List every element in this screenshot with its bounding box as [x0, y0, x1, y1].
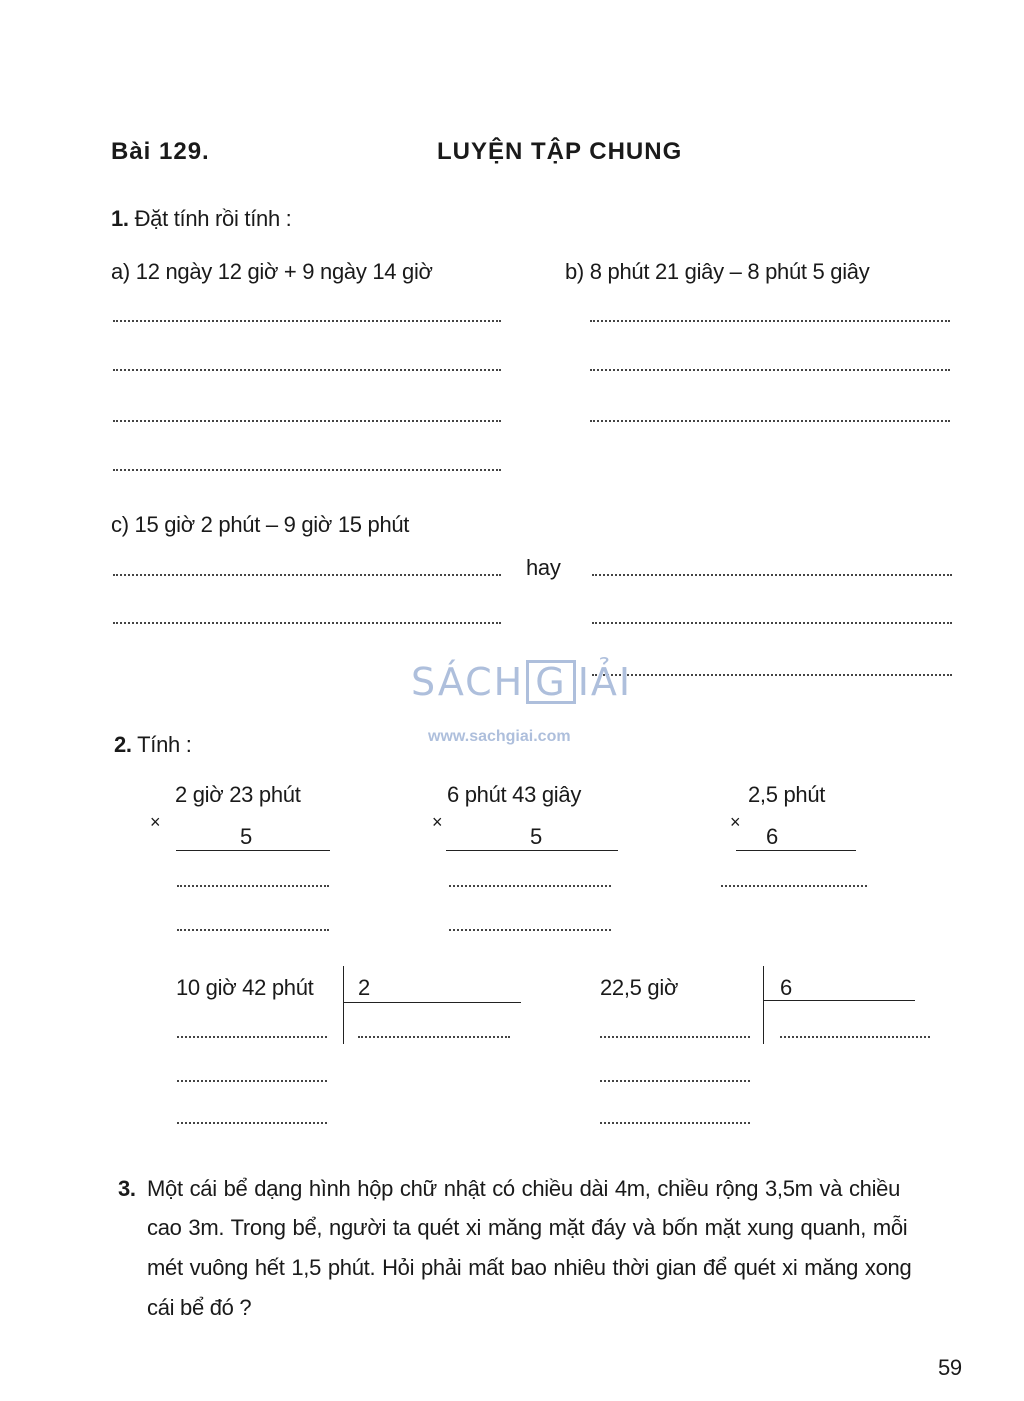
answer-line[interactable]	[113, 469, 501, 471]
exercise1-a: a) 12 ngày 12 giờ + 9 ngày 14 giờ	[111, 259, 433, 284]
answer-line[interactable]	[600, 1080, 750, 1082]
answer-line[interactable]	[592, 622, 952, 624]
mult1-rule	[176, 850, 330, 851]
mult3-rule	[736, 850, 856, 851]
answer-line[interactable]	[177, 1036, 327, 1038]
div1-divisor: 2	[358, 975, 370, 1000]
div2-bar	[763, 966, 764, 1044]
mult1-top: 2 giờ 23 phút	[175, 782, 301, 807]
mult1-times-icon: ×	[150, 812, 161, 832]
answer-line[interactable]	[177, 929, 329, 931]
answer-line[interactable]	[449, 885, 611, 887]
mult2-times-icon: ×	[432, 812, 443, 832]
answer-line[interactable]	[113, 420, 501, 422]
exercise1-instruction: Đặt tính rồi tính :	[134, 206, 292, 231]
div2-rule	[763, 1000, 915, 1001]
exercise3-line: mét vuông hết 1,5 phút. Hỏi phải mất bao nhiêu thời gian để quét xi măng xong	[147, 1255, 912, 1280]
mult3-factor: 6	[766, 824, 778, 849]
exercise1-c: c) 15 giờ 2 phút – 9 giờ 15 phút	[111, 512, 410, 537]
div1-bar	[343, 966, 344, 1044]
or-label: hay	[526, 555, 561, 580]
answer-line[interactable]	[780, 1036, 930, 1038]
div1-rule	[343, 1002, 521, 1003]
exercise3-line: cao 3m. Trong bể, người ta quét xi măng mặt đáy và bốn mặt xung quanh, mỗi	[147, 1215, 908, 1240]
answer-line[interactable]	[590, 420, 950, 422]
answer-line[interactable]	[177, 1122, 327, 1124]
exercise3-line: cái bể đó ?	[147, 1295, 252, 1320]
exercise2-instruction: Tính :	[137, 732, 192, 757]
answer-line[interactable]	[113, 574, 501, 576]
mult3-top: 2,5 phút	[748, 782, 826, 807]
answer-line[interactable]	[600, 1122, 750, 1124]
watermark-text-pre: SÁCH	[411, 660, 525, 704]
div2-dividend: 22,5 giờ	[600, 975, 679, 1000]
answer-line[interactable]	[721, 885, 867, 887]
exercise3-line: Một cái bể dạng hình hộp chữ nhật có chiều dài 4m, chiều rộng 3,5m và chiều	[147, 1176, 901, 1201]
watermark-logo	[411, 660, 632, 704]
exercise1-number: 1.	[111, 206, 129, 231]
answer-line[interactable]	[358, 1036, 510, 1038]
mult2-top: 6 phút 43 giây	[447, 782, 582, 807]
watermark-g-icon: G	[526, 660, 575, 704]
answer-line[interactable]	[113, 622, 501, 624]
answer-line[interactable]	[113, 320, 501, 322]
answer-line[interactable]	[449, 929, 611, 931]
answer-line[interactable]	[177, 1080, 327, 1082]
answer-line[interactable]	[590, 320, 950, 322]
exercise2-heading	[114, 732, 192, 758]
mult2-factor: 5	[530, 824, 542, 849]
answer-line[interactable]	[113, 369, 501, 371]
exercise2-number: 2.	[114, 732, 132, 757]
mult1-factor: 5	[240, 824, 252, 849]
exercise1-b: b) 8 phút 21 giây – 8 phút 5 giây	[565, 259, 870, 284]
exercise1-heading	[111, 206, 292, 232]
answer-line[interactable]	[592, 674, 952, 676]
answer-line[interactable]	[600, 1036, 750, 1038]
mult2-rule	[446, 850, 618, 851]
watermark-url: www.sachgiai.com	[428, 728, 571, 745]
div2-divisor: 6	[780, 975, 792, 1000]
exercise3-number: 3.	[118, 1176, 136, 1201]
answer-line[interactable]	[177, 885, 329, 887]
watermark-text-post: IẢI	[577, 660, 633, 704]
div1-dividend: 10 giờ 42 phút	[176, 975, 314, 1000]
lesson-number: Bài 129.	[111, 138, 210, 165]
page-title: LUYỆN TẬP CHUNG	[437, 138, 683, 165]
mult3-times-icon: ×	[730, 812, 741, 832]
page-number: 59	[938, 1355, 962, 1380]
answer-line[interactable]	[592, 574, 952, 576]
answer-line[interactable]	[590, 369, 950, 371]
